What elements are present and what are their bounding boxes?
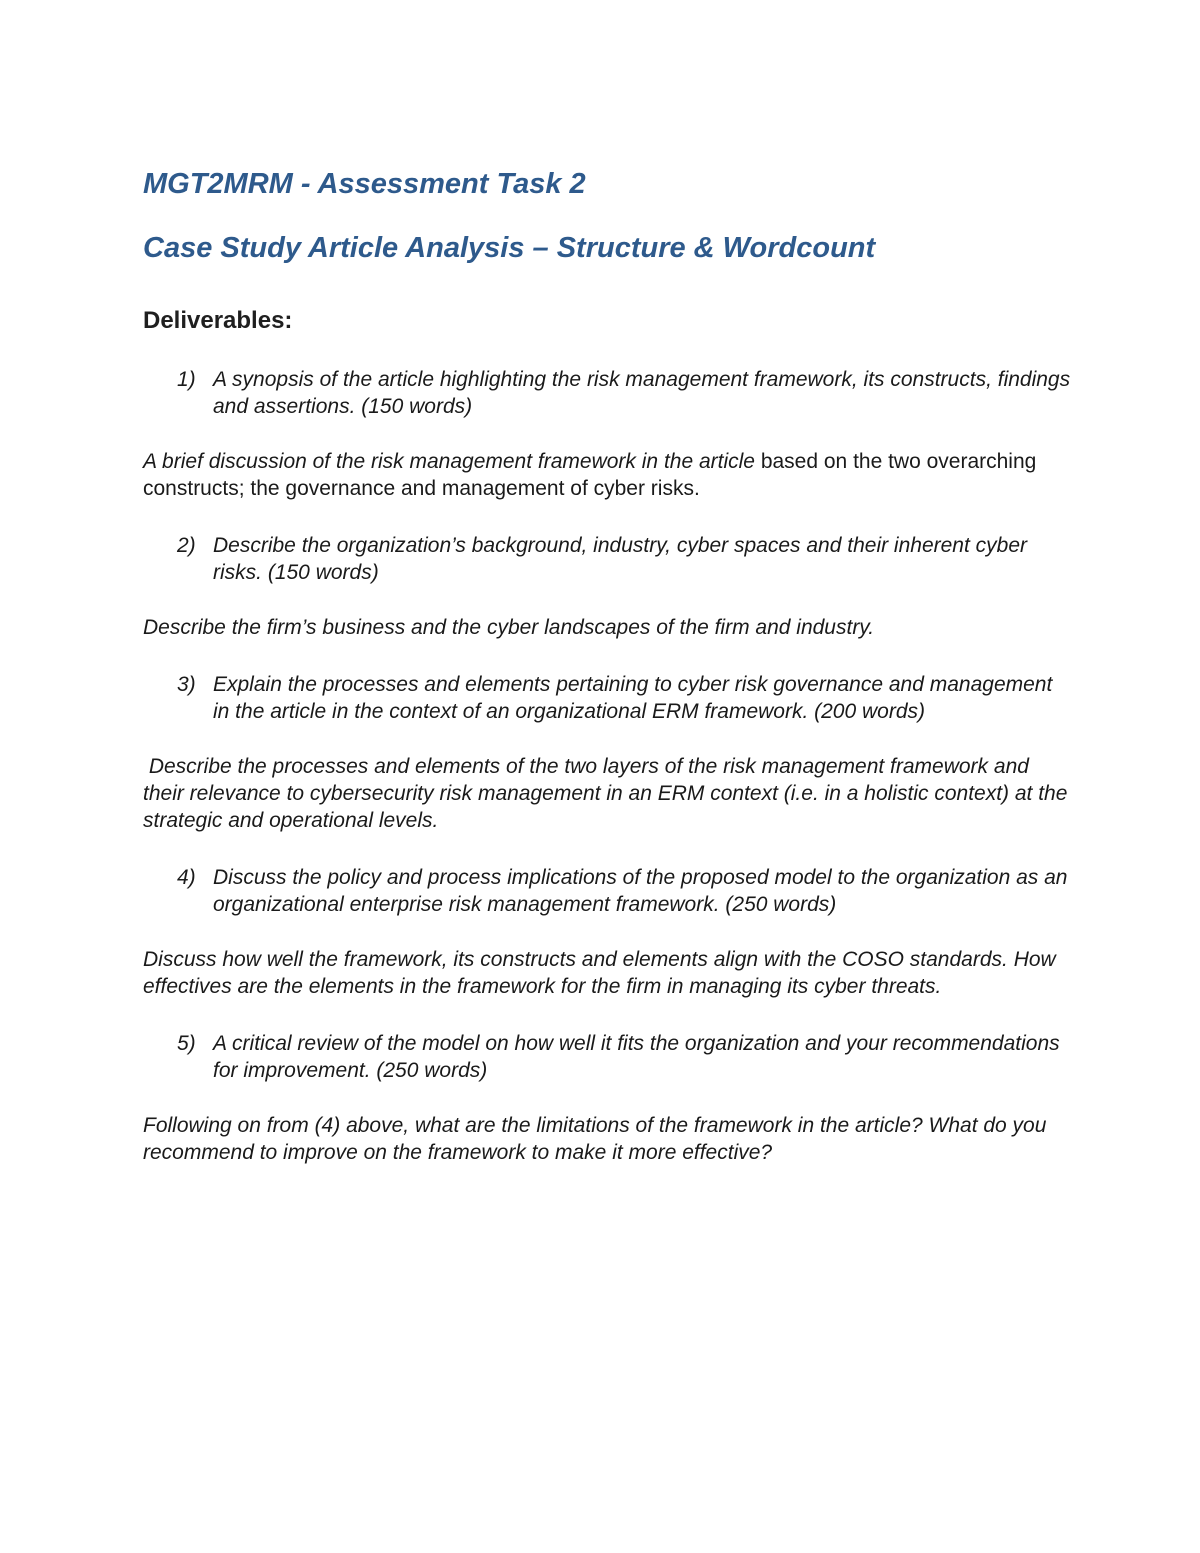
deliverable-note-italic: A brief discussion of the risk management framework in the article (143, 450, 755, 473)
deliverable-number: 2) (177, 534, 196, 557)
deliverable-note-2: Describe the firm’s business and the cyber landscapes of the firm and industry. (143, 616, 875, 639)
deliverable-item-2 (143, 532, 1073, 586)
deliverable-number: 1) (177, 368, 196, 391)
deliverable-item-5 (143, 1030, 1073, 1084)
deliverable-note-4: Discuss how well the framework, its constructs and elements align with the COSO standards. How effectives are the elements in the framework for the firm in managing its cyber threats. (143, 948, 1056, 998)
deliverables-heading: Deliverables: (143, 307, 293, 334)
deliverable-note-3: Describe the processes and elements of the two layers of the risk management framework and their relevance to cybersecurity risk management in an ERM context (i.e. in a holistic context) at the strategic and operational levels. (143, 755, 1068, 832)
deliverable-note-plain: based on the two overarching constructs; the governance and management of cyber risks. (143, 450, 1037, 500)
document-content (143, 166, 1073, 1166)
deliverable-item-1 (143, 366, 1073, 420)
deliverable-note-1 (143, 448, 1073, 502)
deliverable-text: A critical review of the model on how well it fits the organization and your recommendations for improvement. (250 words) (213, 1032, 1060, 1082)
deliverable-text: Explain the processes and elements pertaining to cyber risk governance and management in the article in the context of an organizational ERM framework. (200 words) (213, 673, 1053, 723)
deliverable-item-4 (143, 864, 1073, 918)
document-title: MGT2MRM - Assessment Task 2 (143, 168, 586, 200)
deliverable-note-5: Following on from (4) above, what are the limitations of the framework in the article? What do you recommend to improve on the framework to make it more effective? (143, 1114, 1047, 1164)
deliverable-text: Discuss the policy and process implications of the proposed model to the organization as an organizational enterprise risk management framework. (250 words) (213, 866, 1068, 916)
deliverable-item-3 (143, 671, 1073, 725)
deliverable-text: Describe the organization’s background, industry, cyber spaces and their inherent cyber risks. (150 words) (213, 534, 1028, 584)
deliverable-number: 3) (177, 673, 196, 696)
deliverable-number: 4) (177, 866, 196, 889)
document-subtitle: Case Study Article Analysis – Structure & Wordcount (143, 232, 876, 264)
deliverable-text: A synopsis of the article highlighting the risk management framework, its constructs, findings and assertions. (150 words) (213, 368, 1071, 418)
deliverable-number: 5) (177, 1032, 196, 1055)
